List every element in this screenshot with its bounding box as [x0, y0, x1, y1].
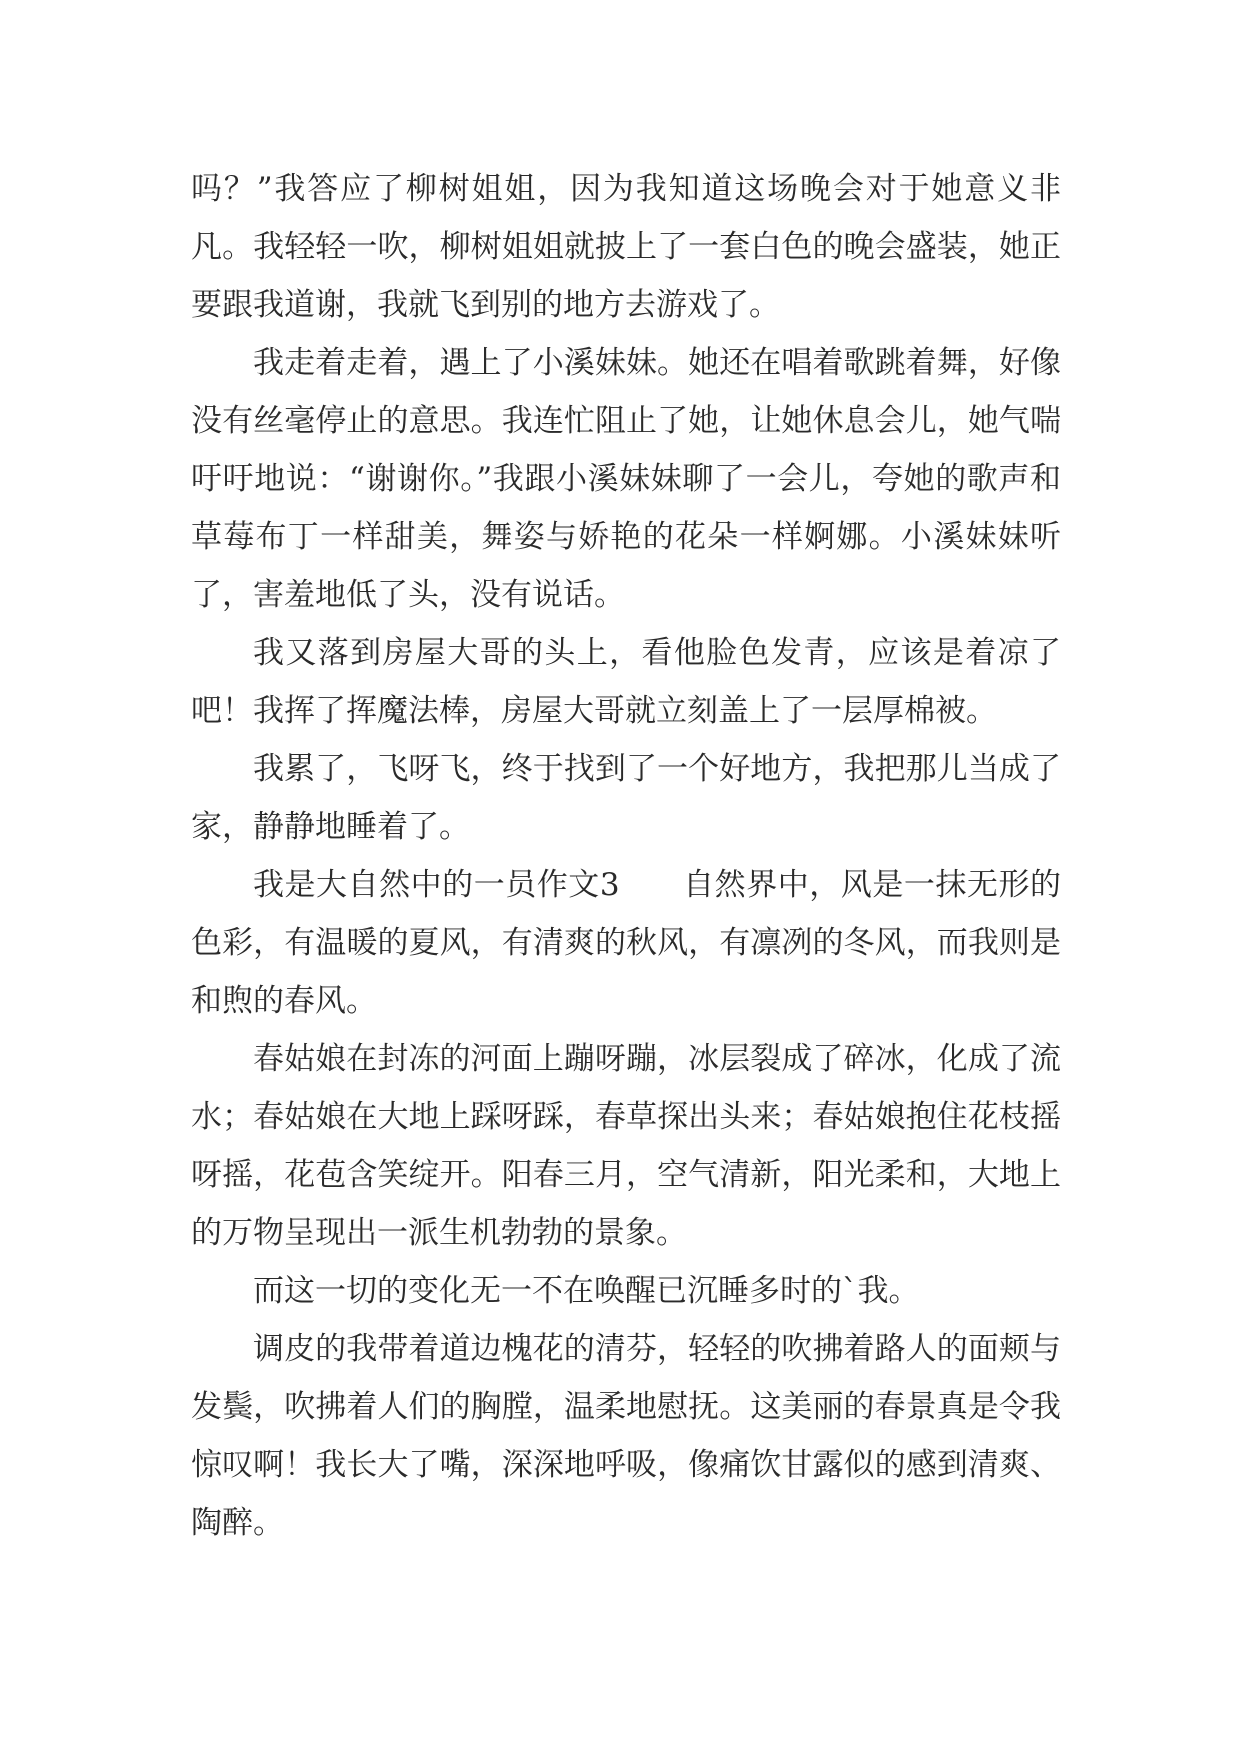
paragraph-7: 而这一切的变化无一不在唤醒已沉睡多时的`我。 — [253, 1273, 920, 1309]
paragraph-1: 吗？”我答应了柳树姐姐，因为我知道这场晚会对于她意义非凡。我轻轻一吹，柳树姐姐就披上了一套白色的晚会盛装，她正要跟我道谢，我就飞到别的地方去游戏了。 — [191, 171, 1061, 323]
document-body — [191, 160, 1061, 1552]
paragraph-2: 我走着走着，遇上了小溪妹妹。她还在唱着歌跳着舞，好像没有丝毫停止的意思。我连忙阻止了她，让她休息会儿，她气喘吁吁地说：“谢谢你。”我跟小溪妹妹聊了一会儿，夸她的歌声和草莓布丁一样甜美，舞姿与娇艳的花朵一样婀娜。小溪妹妹听了，害羞地低了头，没有说话。 — [191, 345, 1061, 613]
paragraph-4: 我累了，飞呀飞，终于找到了一个好地方，我把那儿当成了家，静静地睡着了。 — [191, 751, 1061, 845]
paragraph-5: 我是大自然中的一员作文3 自然界中，风是一抹无形的色彩，有温暖的夏风，有清爽的秋风，有凛冽的冬风，而我则是和煦的春风。 — [191, 867, 1061, 1019]
paragraph-3: 我又落到房屋大哥的头上，看他脸色发青，应该是着凉了吧！我挥了挥魔法棒，房屋大哥就立刻盖上了一层厚棉被。 — [191, 635, 1061, 729]
paragraph-6: 春姑娘在封冻的河面上蹦呀蹦，冰层裂成了碎冰，化成了流水；春姑娘在大地上踩呀踩，春草探出头来；春姑娘抱住花枝摇呀摇，花苞含笑绽开。阳春三月，空气清新，阳光柔和，大地上的万物呈现出一派生机勃勃的景象。 — [191, 1041, 1061, 1251]
paragraph-8: 调皮的我带着道边槐花的清芬，轻轻的吹拂着路人的面颊与发鬓，吹拂着人们的胸膛，温柔地慰抚。这美丽的春景真是令我惊叹啊！我长大了嘴，深深地呼吸，像痛饮甘露似的感到清爽、陶醉。 — [191, 1331, 1061, 1541]
